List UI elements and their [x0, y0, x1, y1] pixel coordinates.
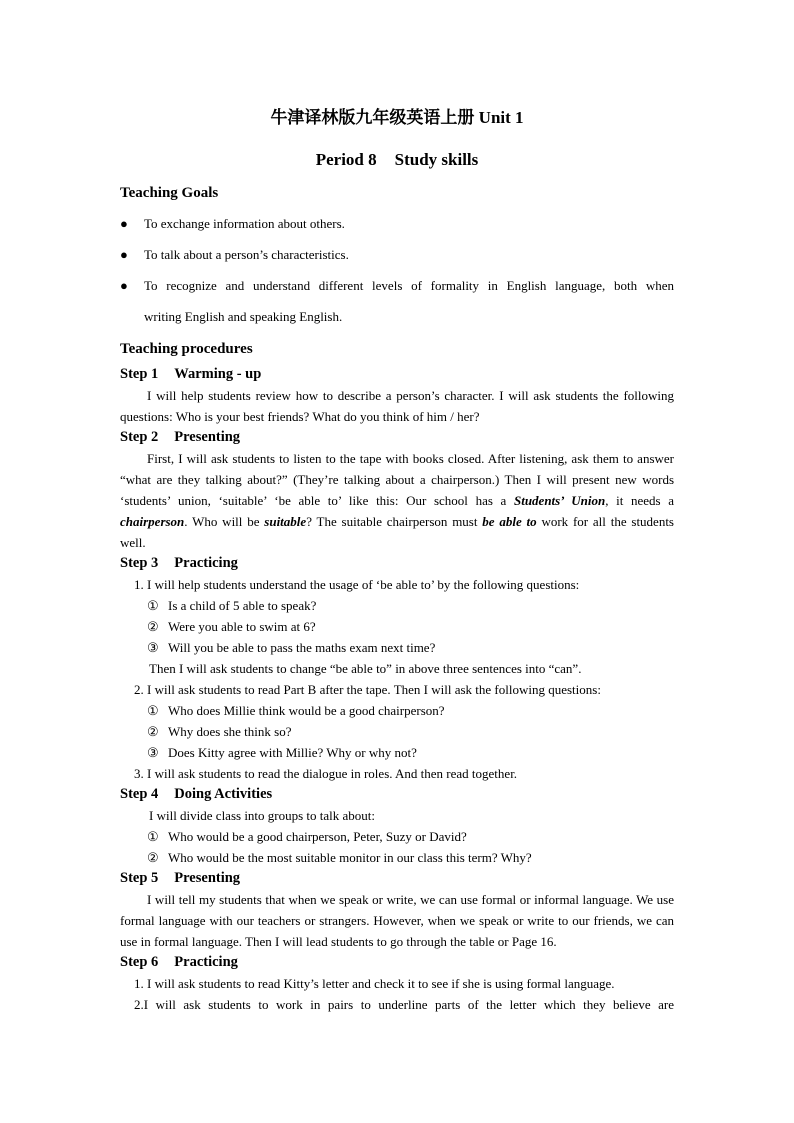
question-item	[120, 595, 674, 616]
question-text: Who does Millie think would be a good chairperson?	[168, 703, 445, 718]
text-run: . Who will be	[184, 514, 265, 529]
question-text: Were you able to swim at 6?	[168, 619, 316, 634]
question-item	[120, 700, 674, 721]
question-item	[120, 742, 674, 763]
goal-item	[120, 270, 674, 332]
page-subtitle	[120, 148, 674, 172]
circled-number: ②	[147, 619, 159, 634]
step-name: Warming - up	[174, 366, 262, 382]
step-paragraph: I will tell my students that when we speak or write, we can use formal or informal language. We use formal language with our teachers or strangers. However, when we speak or write to our friends, we can use in formal language. Then I will lead students to go through the table or Page 16.	[120, 892, 674, 949]
circled-number: ①	[147, 598, 159, 613]
step-label: Step 5	[120, 870, 159, 886]
text-run: , it needs a	[605, 493, 674, 508]
bullet-icon: ●	[120, 247, 128, 262]
step-name: Doing Activities	[174, 786, 273, 802]
bullet-icon: ●	[120, 216, 128, 231]
question-text: Is a child of 5 able to speak?	[168, 598, 317, 613]
bullet-icon: ●	[120, 278, 128, 293]
numbered-item: 1. I will help students understand the usage of ‘be able to’ by the following questions:	[134, 577, 580, 592]
question-item	[120, 721, 674, 742]
step-heading	[120, 784, 674, 805]
period-label: Period 8	[315, 150, 377, 169]
period-topic: Study skills	[394, 150, 479, 169]
text-run: ? The suitable chairperson must	[306, 514, 483, 529]
question-item	[120, 826, 674, 847]
step-name: Presenting	[174, 429, 241, 445]
question-text: Who would be a good chairperson, Peter, Suzy or David?	[168, 829, 467, 844]
step-label: Step 2	[120, 429, 159, 445]
step-name: Practicing	[174, 555, 238, 571]
question-text: Why does she think so?	[168, 724, 292, 739]
step-label: Step 3	[120, 555, 159, 571]
goal-item	[120, 239, 674, 270]
circled-number: ②	[147, 850, 159, 865]
question-item	[120, 616, 674, 637]
emphasis-term: be able to	[482, 514, 537, 529]
emphasis-term: suitable	[264, 514, 307, 529]
step-label: Step 1	[120, 366, 159, 382]
numbered-item: 2. I will ask students to read Part B after the tape. Then I will ask the following questions:	[134, 682, 601, 697]
numbered-item: 3. I will ask students to read the dialogue in roles. And then read together.	[134, 766, 518, 781]
step-intro: I will divide class into groups to talk about:	[149, 808, 376, 823]
step-label: Step 4	[120, 786, 159, 802]
goal-text-line2: writing English and speaking English.	[144, 309, 343, 324]
question-item	[120, 847, 674, 868]
goal-text-line1: To recognize and understand different levels of formality in English language, both when	[144, 278, 674, 293]
circled-number: ③	[147, 745, 159, 760]
question-text: Who would be the most suitable monitor in our class this term? Why?	[168, 850, 532, 865]
step-heading	[120, 364, 674, 385]
follow-up-text: Then I will ask students to change “be able to” in above three sentences into “can”.	[149, 661, 582, 676]
emphasis-term: chairperson	[120, 514, 185, 529]
step-heading	[120, 427, 674, 448]
numbered-item: 2.I will ask students to work in pairs to underline parts of the letter which they believe are	[134, 997, 674, 1012]
circled-number: ②	[147, 724, 159, 739]
step-name: Presenting	[174, 870, 241, 886]
page-title: 牛津译林版九年级英语上册 Unit 1	[270, 108, 524, 127]
step-heading	[120, 553, 674, 574]
step-heading	[120, 868, 674, 889]
question-text: Will you be able to pass the maths exam next time?	[168, 640, 436, 655]
text-run: First, I will ask students to listen to the tape with books closed. After listening, ask them to answer “what are they talking about?” (They’re talking about a chairperson.) Then I will present new words ‘students’ union, ‘suitable’ ‘be able to’ like this: Our school has a	[120, 451, 674, 508]
circled-number: ③	[147, 640, 159, 655]
step-heading	[120, 952, 674, 973]
text-run: work for all the students well.	[120, 514, 674, 550]
step-paragraph	[120, 448, 674, 553]
teaching-goals-heading: Teaching Goals	[120, 185, 219, 201]
question-item	[120, 637, 674, 658]
circled-number: ①	[147, 703, 159, 718]
document-page	[120, 104, 674, 1015]
goal-text: To talk about a person’s characteristics.	[144, 247, 349, 262]
goal-item	[120, 208, 674, 239]
procedures-heading: Teaching procedures	[120, 341, 253, 357]
step-paragraph: I will help students review how to describe a person’s character. I will ask students the following questions: Who is your best friends? What do you think of him / her?	[120, 388, 674, 424]
step-name: Practicing	[174, 954, 238, 970]
question-text: Does Kitty agree with Millie? Why or why not?	[168, 745, 417, 760]
emphasis-term: Students’ Union	[513, 493, 606, 508]
goal-text: To exchange information about others.	[144, 216, 345, 231]
step-label: Step 6	[120, 954, 159, 970]
circled-number: ①	[147, 829, 159, 844]
numbered-item: 1. I will ask students to read Kitty’s letter and check it to see if she is using formal language.	[134, 976, 615, 991]
